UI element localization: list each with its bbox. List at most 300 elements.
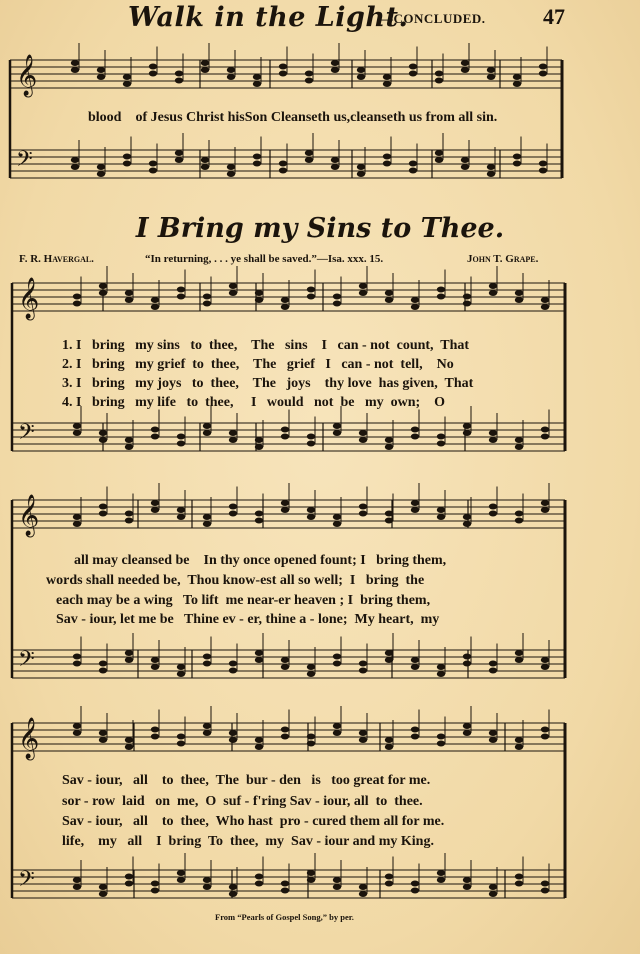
note-head [177,514,185,520]
note-head [515,290,523,296]
note-head [333,521,341,527]
note-head [229,430,237,436]
note-head [385,511,393,517]
author-credit: F. R. Havergal. [19,253,94,265]
note-head [125,290,133,296]
note-head [151,734,159,740]
note-head [383,81,391,87]
note-head [229,437,237,443]
note-head [357,67,365,73]
note-head [359,891,367,897]
note-head [411,500,419,506]
concluded-label: —CONCLUDED. [380,11,486,26]
note-head [201,164,209,170]
note-head [307,434,315,440]
note-head [541,888,549,894]
note-head [203,423,211,429]
note-head [437,734,445,740]
note-head [125,297,133,303]
note-head [333,661,341,667]
note-head [357,164,365,170]
note-head [203,301,211,307]
note-head [73,661,81,667]
note-head [201,67,209,73]
note-head [463,430,471,436]
note-head [539,168,547,174]
note-head [151,434,159,440]
note-head [463,423,471,429]
verse-line: 1. I bring my sins to thee, The sins I can - not count, That [62,338,470,353]
note-head [203,521,211,527]
note-head [177,870,185,876]
note-head [97,74,105,80]
note-head [513,81,521,87]
note-head [385,290,393,296]
note-head [515,744,523,750]
note-head [515,437,523,443]
note-head [227,171,235,177]
note-head [435,71,443,77]
note-head [73,730,81,736]
note-head [359,437,367,443]
note-head [411,734,419,740]
note-head [409,168,417,174]
note-head [515,511,523,517]
note-head [73,877,81,883]
note-head [99,283,107,289]
note-head [541,507,549,513]
note-head [359,668,367,674]
note-head [307,734,315,740]
note-head [385,881,393,887]
note-head [489,290,497,296]
note-head [359,511,367,517]
note-head [411,427,419,433]
note-head [255,874,263,880]
verse-line: sor - row laid on me, O suf - f'ring Sav - iour, all to thee. [62,794,423,809]
note-head [123,154,131,160]
note-head [411,888,419,894]
note-head [359,737,367,743]
note-head [359,661,367,667]
scripture-reference: “In returning, . . . ye shall be saved.”—Isa. xxx. 15. [145,253,384,265]
note-head [203,430,211,436]
note-head [229,730,237,736]
note-head [333,423,341,429]
note-head [229,661,237,667]
hymn1-lyric: blood of Jesus Christ hisSon Cleanseth us,cleanseth us from all sin. [88,110,498,125]
note-head [151,507,159,513]
note-head [463,654,471,660]
note-head [463,884,471,890]
note-head [281,500,289,506]
note-head [541,297,549,303]
note-head [385,737,393,743]
note-head [125,650,133,656]
note-head [515,650,523,656]
note-head [513,161,521,167]
note-head [229,511,237,517]
note-head [307,877,315,883]
note-head [203,294,211,300]
verse-line: Sav - iour, let me be Thine ev - er, thine a - lone; My heart, my [56,612,440,627]
note-head [281,434,289,440]
verse-line: 4. I bring my life to thee, I would not be my own; O [62,395,446,410]
note-head [177,294,185,300]
note-head [201,60,209,66]
note-head [359,283,367,289]
note-head [229,668,237,674]
note-head [253,161,261,167]
note-head [305,157,313,163]
note-head [203,654,211,660]
note-head [411,507,419,513]
note-head [177,507,185,513]
note-head [177,734,185,740]
note-head [461,157,469,163]
note-head [151,304,159,310]
note-head [279,64,287,70]
note-head [333,294,341,300]
note-head [359,290,367,296]
note-head [385,297,393,303]
note-head [203,877,211,883]
note-head [123,161,131,167]
note-head [411,304,419,310]
note-head [489,891,497,897]
note-head [97,164,105,170]
note-head [227,67,235,73]
bass-clef: 𝄢 [18,420,35,450]
note-head [281,727,289,733]
note-head [383,161,391,167]
note-head [229,283,237,289]
note-head [463,294,471,300]
note-head [515,881,523,887]
note-head [229,891,237,897]
note-head [515,737,523,743]
note-head [331,164,339,170]
note-head [463,514,471,520]
note-head [357,74,365,80]
note-head [307,664,315,670]
note-head [437,287,445,293]
note-head [255,437,263,443]
note-head [281,881,289,887]
note-head [123,74,131,80]
note-head [385,744,393,750]
note-head [125,881,133,887]
note-head [489,668,497,674]
note-head [71,157,79,163]
note-head [177,664,185,670]
note-head [203,884,211,890]
note-head [487,67,495,73]
note-head [489,504,497,510]
note-head [463,661,471,667]
note-head [383,154,391,160]
note-head [175,78,183,84]
note-head [255,650,263,656]
note-head [515,874,523,880]
note-head [149,71,157,77]
note-head [463,877,471,883]
note-head [99,661,107,667]
note-head [175,150,183,156]
note-head [151,881,159,887]
note-head [385,518,393,524]
note-head [177,441,185,447]
note-head [541,664,549,670]
note-head [359,504,367,510]
verse-line: 3. I bring my joys to thee, The joys thy love has given, That [62,376,474,391]
note-head [151,427,159,433]
note-head [305,78,313,84]
note-head [177,287,185,293]
note-head [385,437,393,443]
note-head [463,301,471,307]
note-head [463,730,471,736]
note-head [123,81,131,87]
note-head [125,744,133,750]
note-head [203,730,211,736]
note-head [489,737,497,743]
note-head [385,444,393,450]
note-head [461,60,469,66]
treble-clef: 𝄞 [16,55,38,96]
verse-line: words shall needed be, Thou know-est all so well; I bring the [46,573,425,588]
bass-clef: 𝄢 [18,867,35,897]
note-head [151,664,159,670]
note-head [539,161,547,167]
note-head [229,290,237,296]
note-head [99,430,107,436]
note-head [203,514,211,520]
note-head [73,423,81,429]
note-head [255,744,263,750]
verse-line: each may be a wing To lift me near-er heaven ; I bring them, [56,593,431,608]
composer-credit: John T. Grape. [467,253,539,265]
note-head [411,664,419,670]
note-head [125,444,133,450]
note-head [435,157,443,163]
note-head [229,884,237,890]
note-head [73,884,81,890]
note-head [357,171,365,177]
treble-clef: 𝄞 [18,718,40,759]
note-head [125,518,133,524]
note-head [73,301,81,307]
note-head [489,884,497,890]
note-head [253,74,261,80]
note-head [307,441,315,447]
note-head [359,430,367,436]
note-head [333,884,341,890]
note-head [461,164,469,170]
note-head [149,168,157,174]
note-head [125,511,133,517]
note-head [281,297,289,303]
note-head [255,657,263,663]
note-head [515,657,523,663]
note-head [281,657,289,663]
note-head [99,884,107,890]
note-head [305,71,313,77]
note-head [539,64,547,70]
note-head [437,741,445,747]
note-head [99,737,107,743]
note-head [489,283,497,289]
note-head [331,67,339,73]
note-head [489,437,497,443]
note-head [333,654,341,660]
note-head [71,67,79,73]
note-head [229,504,237,510]
note-head [333,877,341,883]
note-head [411,727,419,733]
note-head [333,730,341,736]
note-head [515,297,523,303]
note-head [279,161,287,167]
note-head [71,164,79,170]
note-head [437,664,445,670]
note-head [437,434,445,440]
note-head [411,297,419,303]
note-head [177,434,185,440]
note-head [73,723,81,729]
note-head [177,671,185,677]
note-head [281,304,289,310]
note-head [99,511,107,517]
note-head [435,78,443,84]
note-head [437,507,445,513]
note-head [307,741,315,747]
note-head [151,888,159,894]
note-head [489,661,497,667]
note-head [385,657,393,663]
note-head [437,877,445,883]
note-head [437,870,445,876]
note-head [227,74,235,80]
note-head [409,161,417,167]
note-head [151,500,159,506]
note-head [227,164,235,170]
verse-line: Sav - iour, all to thee, Who hast pro - cured them all for me. [62,814,445,829]
note-head [409,64,417,70]
note-head [331,157,339,163]
note-head [487,164,495,170]
note-head [541,500,549,506]
note-head [489,730,497,736]
note-head [281,664,289,670]
note-head [409,71,417,77]
note-head [255,518,263,524]
note-head [333,514,341,520]
note-head [307,514,315,520]
note-head [125,874,133,880]
note-head [229,737,237,743]
note-head [97,171,105,177]
note-head [99,668,107,674]
note-head [411,657,419,663]
note-head [281,888,289,894]
note-head [149,161,157,167]
note-head [149,64,157,70]
note-head [541,657,549,663]
note-head [99,891,107,897]
note-head [307,287,315,293]
page-number: 47 [543,4,565,29]
note-head [541,434,549,440]
note-head [71,60,79,66]
note-head [489,430,497,436]
note-head [151,657,159,663]
note-head [99,730,107,736]
bass-clef: 𝄢 [16,147,33,177]
note-head [487,171,495,177]
note-head [125,437,133,443]
note-head [541,734,549,740]
note-head [279,71,287,77]
note-head [253,154,261,160]
note-head [99,437,107,443]
note-head [435,150,443,156]
note-head [539,71,547,77]
note-head [125,657,133,663]
note-head [541,881,549,887]
note-head [411,434,419,440]
note-head [73,521,81,527]
note-head [513,154,521,160]
note-head [99,504,107,510]
note-head [281,734,289,740]
note-head [515,444,523,450]
note-head [97,67,105,73]
note-head [73,430,81,436]
note-head [175,71,183,77]
note-head [463,723,471,729]
verse-line: all may cleansed be In thy once opened fount; I bring them, [74,553,447,568]
note-head [333,430,341,436]
note-head [307,870,315,876]
note-head [331,60,339,66]
note-head [255,290,263,296]
bass-clef: 𝄢 [18,647,35,677]
note-head [383,74,391,80]
hymn2-title: I Bring my Sins to Thee. [135,213,505,244]
note-head [125,737,133,743]
note-head [541,727,549,733]
note-head [513,74,521,80]
note-head [461,67,469,73]
verse-line: 2. I bring my grief to thee, The grief I can - not tell, No [62,357,454,372]
note-head [255,511,263,517]
note-head [307,671,315,677]
note-head [255,444,263,450]
note-head [305,150,313,156]
note-head [151,297,159,303]
note-head [253,81,261,87]
note-head [177,877,185,883]
note-head [151,727,159,733]
note-head [201,157,209,163]
note-head [307,507,315,513]
note-head [333,723,341,729]
note-head [333,301,341,307]
note-head [437,514,445,520]
note-head [411,881,419,887]
note-head [255,297,263,303]
